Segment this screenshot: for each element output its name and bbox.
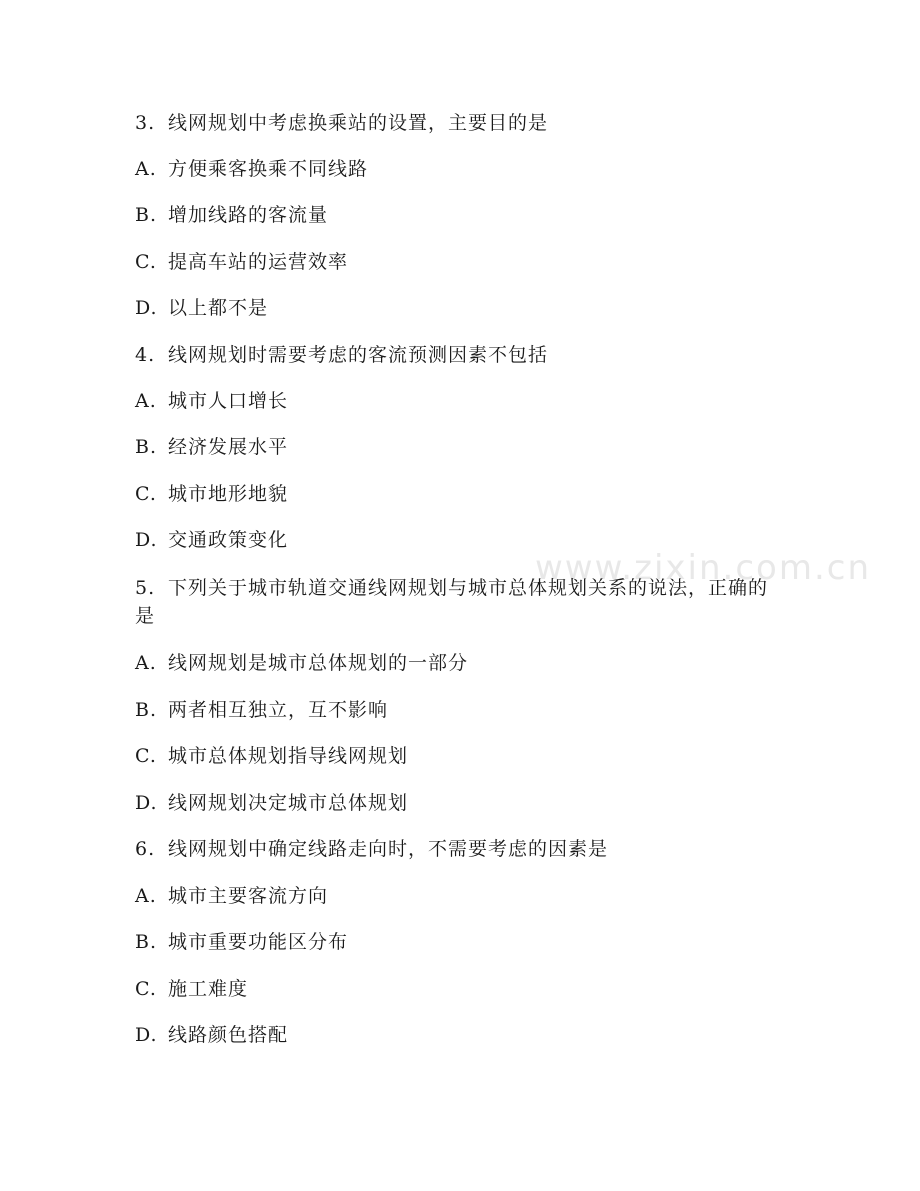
option-text: 增加线路的客流量 bbox=[168, 204, 329, 226]
option-text: 城市地形地貌 bbox=[168, 483, 289, 505]
watermark: www.zixin.com.cn bbox=[535, 548, 871, 588]
option-text: 以上都不是 bbox=[168, 297, 269, 319]
option-text: 线网规划决定城市总体规划 bbox=[168, 792, 409, 814]
question-6-option-c bbox=[135, 976, 795, 1002]
option-text: 城市人口增长 bbox=[168, 390, 289, 412]
option-letter: A. bbox=[135, 390, 157, 412]
option-text: 两者相互独立，互不影响 bbox=[168, 699, 389, 721]
option-text: 交通政策变化 bbox=[168, 529, 289, 551]
option-letter: B. bbox=[135, 931, 158, 953]
question-6-option-a bbox=[135, 883, 795, 909]
question-number: 4. bbox=[135, 344, 156, 366]
question-5-stem bbox=[135, 574, 785, 630]
question-3-stem bbox=[135, 110, 795, 136]
option-letter: D. bbox=[135, 297, 158, 319]
option-letter: D. bbox=[135, 529, 158, 551]
question-text: 线网规划时需要考虑的客流预测因素不包括 bbox=[168, 344, 549, 366]
option-text: 城市总体规划指导线网规划 bbox=[168, 745, 409, 767]
question-text: 下列关于城市轨道交通线网规划与城市总体规划关系的说法，正确的是 bbox=[135, 577, 769, 627]
option-letter: A. bbox=[135, 652, 157, 674]
option-letter: A. bbox=[135, 885, 157, 907]
option-letter: C. bbox=[135, 251, 157, 273]
question-text: 线网规划中考虑换乘站的设置，主要目的是 bbox=[168, 112, 549, 134]
option-letter: B. bbox=[135, 699, 158, 721]
question-4-option-a bbox=[135, 388, 795, 414]
question-3-option-b bbox=[135, 202, 795, 228]
option-letter: B. bbox=[135, 436, 158, 458]
option-letter: D. bbox=[135, 792, 158, 814]
question-5-option-a bbox=[135, 650, 795, 676]
question-number: 6. bbox=[135, 838, 156, 860]
question-4-option-c bbox=[135, 481, 795, 507]
question-6-stem bbox=[135, 836, 795, 862]
question-5-option-b bbox=[135, 697, 795, 723]
question-text: 线网规划中确定线路走向时，不需要考虑的因素是 bbox=[168, 838, 609, 860]
option-letter: A. bbox=[135, 158, 157, 180]
option-text: 提高车站的运营效率 bbox=[168, 251, 349, 273]
option-letter: C. bbox=[135, 745, 157, 767]
question-3-option-c bbox=[135, 249, 795, 275]
option-text: 城市重要功能区分布 bbox=[168, 931, 349, 953]
option-text: 城市主要客流方向 bbox=[168, 885, 329, 907]
question-3-option-d bbox=[135, 295, 795, 321]
question-number: 3. bbox=[135, 112, 156, 134]
option-text: 线网规划是城市总体规划的一部分 bbox=[168, 652, 469, 674]
question-4-option-d bbox=[135, 527, 795, 553]
question-6-option-b bbox=[135, 929, 795, 955]
option-letter: C. bbox=[135, 483, 157, 505]
question-4-stem bbox=[135, 342, 795, 368]
option-text: 方便乘客换乘不同线路 bbox=[168, 158, 369, 180]
option-letter: C. bbox=[135, 978, 157, 1000]
option-letter: B. bbox=[135, 204, 158, 226]
question-5-option-d bbox=[135, 790, 795, 816]
option-text: 施工难度 bbox=[168, 978, 249, 1000]
question-6-option-d bbox=[135, 1022, 795, 1048]
question-5-option-c bbox=[135, 743, 795, 769]
question-3-option-a bbox=[135, 156, 795, 182]
question-4-option-b bbox=[135, 434, 795, 460]
option-letter: D. bbox=[135, 1024, 158, 1046]
option-text: 经济发展水平 bbox=[168, 436, 289, 458]
option-text: 线路颜色搭配 bbox=[168, 1024, 289, 1046]
question-number: 5. bbox=[135, 577, 156, 599]
